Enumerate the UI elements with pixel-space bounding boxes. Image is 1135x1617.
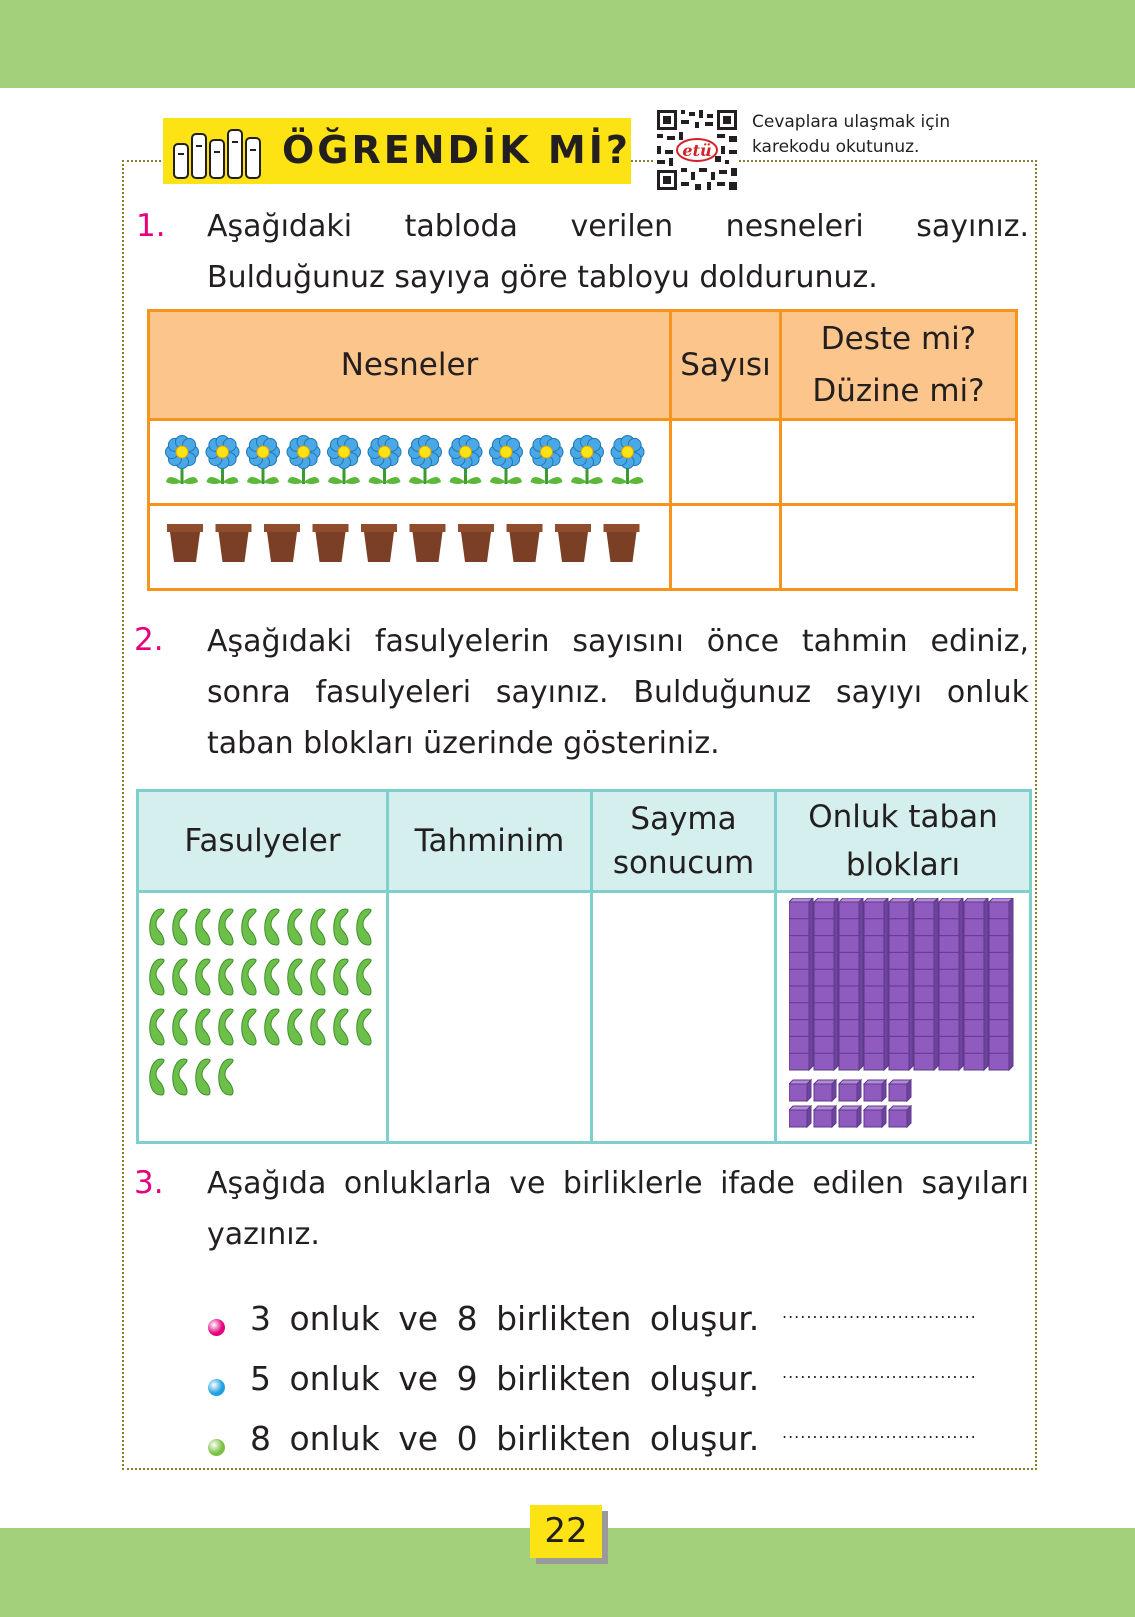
pot-icon (555, 524, 591, 562)
header-beans: Fasulyeler (138, 791, 388, 892)
question-1-text: Aşağıdaki tabloda verilen nesneleri sayınız. Bulduğunuz sayıya göre tabloyu doldurunuz. (207, 209, 1029, 295)
header-count-line-2: sonucum (612, 845, 755, 881)
qr-note-line-2: karekodu okutunuz. (752, 137, 920, 157)
top-color-band (0, 0, 1135, 88)
header-count-line-1: Sayma (630, 801, 737, 837)
blocks-cell[interactable] (776, 892, 1031, 1143)
pots-type-cell[interactable] (781, 505, 1017, 590)
ten-rod-block (914, 898, 938, 1070)
bean-icon (242, 1009, 256, 1045)
bean-icon (219, 959, 233, 995)
objects-table (147, 309, 1018, 591)
bean-icon (265, 909, 279, 945)
flower-icon (530, 436, 563, 485)
header-objects: Nesneler (149, 311, 671, 420)
question-1-number: 1. (136, 208, 166, 244)
ten-rod-block (864, 898, 888, 1070)
bean-icon (196, 1059, 210, 1095)
unit-cube-block (839, 1106, 861, 1127)
ten-rod-block (939, 898, 963, 1070)
bean-icon (265, 959, 279, 995)
pink-bullet-icon (208, 1319, 225, 1336)
question-2-text: Aşağıdaki fasulyelerin sayısını önce tahmin ediniz, sonra fasulyeleri sayınız. Bulduğunuz sayıyı onluk taban blokları üzerinde gösteriniz. (207, 624, 1029, 761)
flower-icon (166, 436, 199, 485)
section-title: ÖĞRENDİK Mİ? (282, 128, 631, 172)
pot-icon (216, 524, 252, 562)
flowers-count-cell[interactable] (671, 420, 781, 505)
qr-instruction (752, 110, 950, 160)
answer-line[interactable]: ................................ (782, 1363, 977, 1382)
list-item-text: 5 onluk ve 9 birlikten oluşur. (250, 1359, 760, 1398)
blue-bullet-icon (208, 1379, 225, 1396)
bean-icon (150, 1059, 164, 1095)
flowers-row (162, 430, 662, 486)
unit-cube-block (864, 1080, 886, 1101)
header-deste-line: Deste mi? (820, 321, 977, 357)
question-3-number: 3. (134, 1165, 164, 1201)
ten-rod-block (989, 898, 1013, 1070)
pot-icon (458, 524, 494, 562)
bean-icon (334, 909, 348, 945)
unit-cube-block (839, 1080, 861, 1101)
bean-icon (173, 909, 187, 945)
unit-cube-block (889, 1080, 911, 1101)
pot-icon (410, 524, 446, 562)
bean-icon (357, 1009, 371, 1045)
bean-icon (311, 959, 325, 995)
bean-icon (150, 959, 164, 995)
beans-cell (138, 892, 388, 1143)
question-2-number: 2. (134, 622, 164, 658)
bean-icon (334, 959, 348, 995)
header-count-result (592, 791, 776, 892)
answer-line[interactable]: ................................ (782, 1423, 977, 1442)
beans-group (145, 903, 385, 1118)
bean-icon (173, 959, 187, 995)
flower-icon (611, 436, 644, 485)
bean-icon (311, 909, 325, 945)
green-bullet-icon (208, 1439, 225, 1456)
estimate-cell[interactable] (388, 892, 592, 1143)
bean-icon (219, 909, 233, 945)
bean-icon (150, 909, 164, 945)
flower-icon (247, 436, 280, 485)
pot-icon (167, 524, 203, 562)
unit-cube-block (789, 1106, 811, 1127)
bean-icon (196, 959, 210, 995)
count-result-cell[interactable] (592, 892, 776, 1143)
unit-cube-block (889, 1106, 911, 1127)
unit-cube-block (814, 1080, 836, 1101)
bean-icon (311, 1009, 325, 1045)
list-item-text: 3 onluk ve 8 birlikten oluşur. (250, 1299, 760, 1338)
ten-rod-block (789, 898, 813, 1070)
pots-cell (149, 505, 671, 590)
pot-icon (604, 524, 640, 562)
bean-icon (334, 1009, 348, 1045)
bean-icon (288, 909, 302, 945)
flower-icon (368, 436, 401, 485)
pots-row (165, 520, 655, 566)
unit-cube-block (814, 1106, 836, 1127)
header-estimate: Tahminim (388, 791, 592, 892)
list-item-text: 8 onluk ve 0 birlikten oluşur. (250, 1419, 760, 1458)
header-deste-duzine (781, 311, 1017, 420)
flowers-type-cell[interactable] (781, 420, 1017, 505)
pots-count-cell[interactable] (671, 505, 781, 590)
pot-icon (507, 524, 543, 562)
answer-line[interactable]: ................................ (782, 1303, 977, 1322)
pot-icon (313, 524, 349, 562)
bean-icon (288, 959, 302, 995)
header-count: Sayısı (671, 311, 781, 420)
flower-icon (571, 436, 604, 485)
bean-icon (242, 909, 256, 945)
unit-cube-block (864, 1106, 886, 1127)
bean-icon (357, 909, 371, 945)
bean-icon (173, 1009, 187, 1045)
page-number: 22 (530, 1505, 602, 1558)
bean-icon (265, 1009, 279, 1045)
qr-logo-text: etü (682, 141, 712, 160)
unit-cube-block (789, 1080, 811, 1101)
ten-rod-block (964, 898, 988, 1070)
ten-rod-block (889, 898, 913, 1070)
bean-icon (219, 1059, 233, 1095)
flower-icon (490, 436, 523, 485)
flower-icon (449, 436, 482, 485)
qr-note-line-1: Cevaplara ulaşmak için (752, 112, 951, 132)
bean-icon (219, 1009, 233, 1045)
pot-icon (264, 524, 300, 562)
flower-icon (328, 436, 361, 485)
header-blocks-line-1: Onluk taban (808, 799, 998, 835)
ten-rod-block (839, 898, 863, 1070)
bean-icon (357, 959, 371, 995)
qr-code-icon[interactable] (655, 108, 739, 192)
beans-table (136, 789, 1032, 1144)
flower-icon (206, 436, 239, 485)
base-ten-blocks (789, 898, 1024, 1133)
header-base-ten-blocks (776, 791, 1031, 892)
bean-icon (150, 1009, 164, 1045)
flowers-cell (149, 420, 671, 505)
bean-icon (173, 1059, 187, 1095)
raised-hands-icon (170, 124, 270, 180)
question-3-text: Aşağıda onluklarla ve birliklerle ifade edilen sayıları yazınız. (207, 1166, 1029, 1252)
bean-icon (242, 959, 256, 995)
bean-icon (288, 1009, 302, 1045)
pot-icon (361, 524, 397, 562)
header-blocks-line-2: blokları (845, 847, 961, 883)
bean-icon (196, 909, 210, 945)
flower-icon (409, 436, 442, 485)
flower-icon (287, 436, 320, 485)
bean-icon (196, 1009, 210, 1045)
header-duzine-line: Düzine mi? (812, 373, 985, 409)
ten-rod-block (814, 898, 838, 1070)
